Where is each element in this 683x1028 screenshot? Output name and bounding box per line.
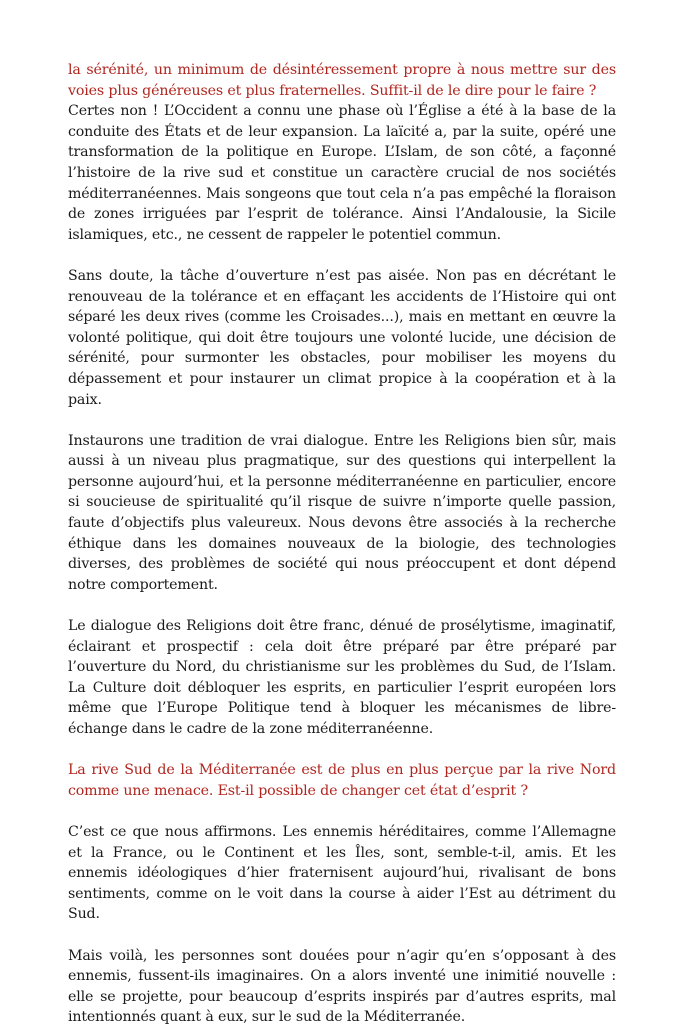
paragraph-6: Mais voilà, les personnes sont douées pour n’agir qu’en s’opposant à des ennemis, fussent-ils imaginaires. On a alors inventé une inimitié nouvelle : elle se projette, pour beaucoup d’esprits inspirés par d’autres esprits, mal intentionnés quant à eux, sur le sud de la Méditerranée. <box>68 947 616 1026</box>
paragraph-gap <box>68 925 616 946</box>
paragraph-gap <box>68 740 616 761</box>
paragraph-gap <box>68 410 616 431</box>
question-2: La rive Sud de la Méditerranée est de plus en plus perçue par la rive Nord comme une menace. Est-il possible de changer cet état d’esprit ? <box>68 762 616 799</box>
question-1: la sérénité, un minimum de désintéressement propre à nous mettre sur des voies plus généreuses et plus fraternelles. Suffit-il de le dire pour le faire ? <box>68 62 616 99</box>
paragraph-gap <box>68 595 616 616</box>
paragraph-3: Instaurons une tradition de vrai dialogue. Entre les Religions bien sûr, mais aussi à un niveau plus pragmatique, sur des questions qui interpellent la personne aujourd’hui, et la personne méditerranéenne en particulier, encore si soucieuse de spiritualité qu’il risque de suivre n’importe quelle passion, faute d’objectifs plus valeureux. Nous devons être associés à la recherche éthique dans les domaines nouveaux de la biologie, des technologies diverses, des problèmes de société qui nous préoccupent et dont dépend notre comportement. <box>68 432 616 593</box>
paragraph-gap <box>68 801 616 822</box>
paragraph-gap <box>68 245 616 266</box>
paragraph-4: Le dialogue des Religions doit être franc, dénué de prosélytisme, imaginatif, éclairant et prospectif : cela doit être préparé par être préparé par l’ouverture du Nord, du christianisme sur les problèmes du Sud, de l’Islam. La Culture doit débloquer les esprits, en particulier l’esprit européen lors même que l’Europe Politique tend à bloquer les mécanismes de libre-échange dans le cadre de la zone méditerranéenne. <box>68 618 616 737</box>
page-text <box>68 60 616 1028</box>
paragraph-1: Certes non ! L’Occident a connu une phase où l’Église a été à la base de la conduite des États et de leur expansion. La laïcité a, par la suite, opéré une transformation de la politique en Europe. L’Islam, de son côté, a façonné l’histoire de la rive sud et constitue un caractère crucial de nos sociétés méditerranéennes. Mais songeons que tout cela n’a pas empêché la floraison de zones irriguées par l’esprit de tolérance. Ainsi l’Andalousie, la Sicile islamiques, etc., ne cessent de rappeler le potentiel commun. <box>68 103 616 243</box>
paragraph-5: C’est ce que nous affirmons. Les ennemis héréditaires, comme l’Allemagne et la France, ou le Continent et les Îles, sont, semble-t-il, amis. Et les ennemis idéologiques d’hier fraternisent aujourd’hui, rivalisant de bons sentiments, comme on le voit dans la course à aider l’Est au détriment du Sud. <box>68 823 616 923</box>
paragraph-2: Sans doute, la tâche d’ouverture n’est pas aisée. Non pas en décrétant le renouveau de la tolérance et en effaçant les accidents de l’Histoire qui ont séparé les deux rives (comme les Croisades...), mais en mettant en œuvre la volonté politique, qui doit être toujours une volonté lucide, une décision de sérénité, pour surmonter les obstacles, pour mobiliser les moyens du dépassement et pour instaurer un climat propice à la coopération et à la paix. <box>68 267 616 408</box>
